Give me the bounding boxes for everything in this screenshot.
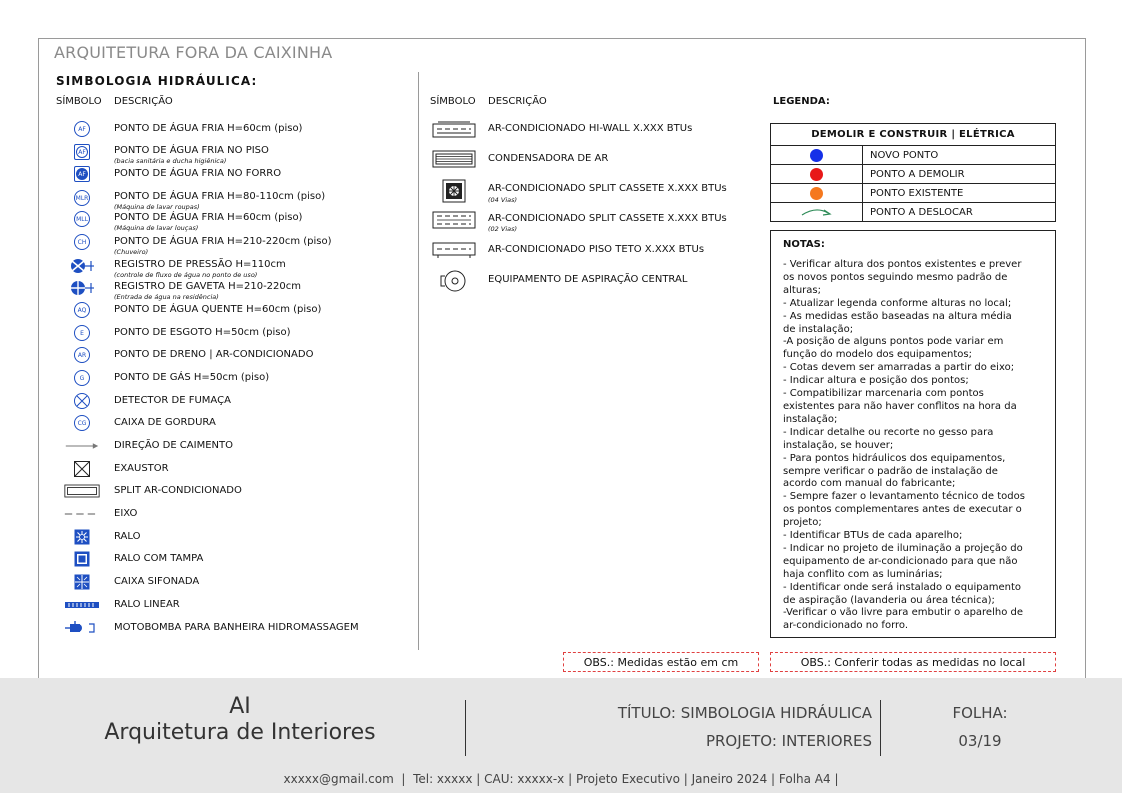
gate-valve-icon bbox=[68, 280, 96, 296]
af-icon: AF bbox=[74, 121, 90, 137]
contact-line: xxxxx@gmail.com | Tel: xxxxx | CAU: xxxxx-x | Projeto Executivo | Janeiro 2024 | Folha A4 | bbox=[283, 772, 839, 786]
g-icon: G bbox=[74, 370, 90, 386]
af-ceiling-icon: AF bbox=[74, 166, 90, 182]
footer-divider bbox=[465, 700, 466, 756]
obs-units-note: OBS.: Medidas estão em cm bbox=[563, 652, 759, 672]
cg-icon: CG bbox=[74, 415, 90, 431]
sheet-number: 03/19 bbox=[958, 732, 1002, 750]
covered-drain-icon bbox=[74, 551, 90, 567]
existing-point-dot-icon bbox=[810, 187, 823, 200]
symbol-header-mid: SÍMBOLO bbox=[430, 96, 476, 107]
studio-initials: AI bbox=[229, 694, 251, 719]
notes-body: - Verificar altura dos pontos existentes e prever os novos pontos seguindo mesmo padrão de alturas; - Atualizar legenda conforme alturas no local; - As medidas estão baseadas na altura média de instalação; -A posição de alguns pontos pode variar em função do modelo dos equipamentos; - Cotas devem ser amarradas a partir do eixo; - Indicar altura e posição dos pontos; - Compatibilizar marcenaria com pontos existentes para não haver conflitos na hora da instalação; - Indicar detalhe ou recorte no gesso para instalação, se houver; - Para pontos hidráulicos dos equipamentos, sempre verificar o padrão de instalação de acordo com manual do fabricante; - Sempre fazer o levantamento técnico de todos os pontos complementares antes de executar o projeto; - Identificar BTUs de cada aparelho; - Indicar no projeto de iluminação a projeção do equipamento de ar-condicionado para que não haja conflito com as luminárias; - Identificar onde será instalado o equipamento de aspiração (lavanderia ou área técnica); -Verificar o vão livre para embutir o aparelho de ar-condicionado no forro. bbox=[783, 259, 1025, 632]
cassette-4-icon bbox=[442, 179, 466, 203]
legend-header: LEGENDA: bbox=[773, 96, 830, 107]
linear-drain-icon bbox=[64, 601, 100, 609]
column-divider bbox=[418, 72, 419, 650]
split-icon bbox=[64, 483, 100, 499]
condenser-icon bbox=[432, 150, 476, 168]
exhaust-icon bbox=[73, 460, 91, 478]
aq-icon: AQ bbox=[74, 302, 90, 318]
sheet-title: TÍTULO: SIMBOLOGIA HIDRÁULICA bbox=[617, 704, 872, 722]
mlr-icon: MLR bbox=[74, 190, 90, 206]
legend-title: DEMOLIR E CONSTRUIR | ELÉTRICA bbox=[771, 124, 1056, 146]
ar-icon: AR bbox=[74, 347, 90, 363]
floor-ceiling-icon bbox=[432, 241, 476, 259]
description-header-mid: DESCRIÇÃO bbox=[488, 96, 547, 107]
ch-icon: CH bbox=[74, 234, 90, 250]
brand-header: ARQUITETURA FORA DA CAIXINHA bbox=[54, 43, 333, 62]
relocate-arrow-icon bbox=[800, 206, 834, 218]
smoke-detector-icon bbox=[73, 392, 91, 410]
description-header-left: DESCRIÇÃO bbox=[114, 96, 173, 107]
central-vacuum-icon bbox=[439, 268, 469, 294]
legend-row: PONTO A DEMOLIR bbox=[771, 165, 1056, 184]
studio-name: Arquitetura de Interiores bbox=[104, 720, 376, 745]
cassette-2-icon bbox=[432, 211, 476, 229]
legend-table bbox=[770, 123, 1056, 222]
legend-row: NOVO PONTO bbox=[771, 146, 1056, 165]
arrow-icon bbox=[64, 441, 100, 451]
drain-icon bbox=[74, 529, 90, 545]
legend-row: PONTO EXISTENTE bbox=[771, 184, 1056, 203]
pump-icon bbox=[64, 621, 100, 635]
demolish-point-dot-icon bbox=[810, 168, 823, 181]
pressure-valve-icon bbox=[68, 258, 96, 274]
symbol-header-left: SÍMBOLO bbox=[56, 96, 102, 107]
legend-row: PONTO A DESLOCAR bbox=[771, 203, 1056, 222]
af-floor-icon: AF bbox=[74, 144, 90, 160]
notes-title: NOTAS: bbox=[783, 239, 825, 250]
hi-wall-icon bbox=[432, 121, 476, 139]
e-icon: E bbox=[74, 325, 90, 341]
siphon-box-icon bbox=[74, 574, 90, 590]
obs-check-note: OBS.: Conferir todas as medidas no local bbox=[770, 652, 1056, 672]
notes-box bbox=[770, 230, 1056, 638]
new-point-dot-icon bbox=[810, 149, 823, 162]
sheet-label: FOLHA: bbox=[952, 704, 1008, 722]
axis-icon bbox=[64, 511, 100, 517]
section-title: SIMBOLOGIA HIDRÁULICA: bbox=[56, 74, 258, 88]
title-block bbox=[0, 678, 1122, 793]
project-name: PROJETO: INTERIORES bbox=[705, 732, 872, 750]
mll-icon: MLL bbox=[74, 211, 90, 227]
